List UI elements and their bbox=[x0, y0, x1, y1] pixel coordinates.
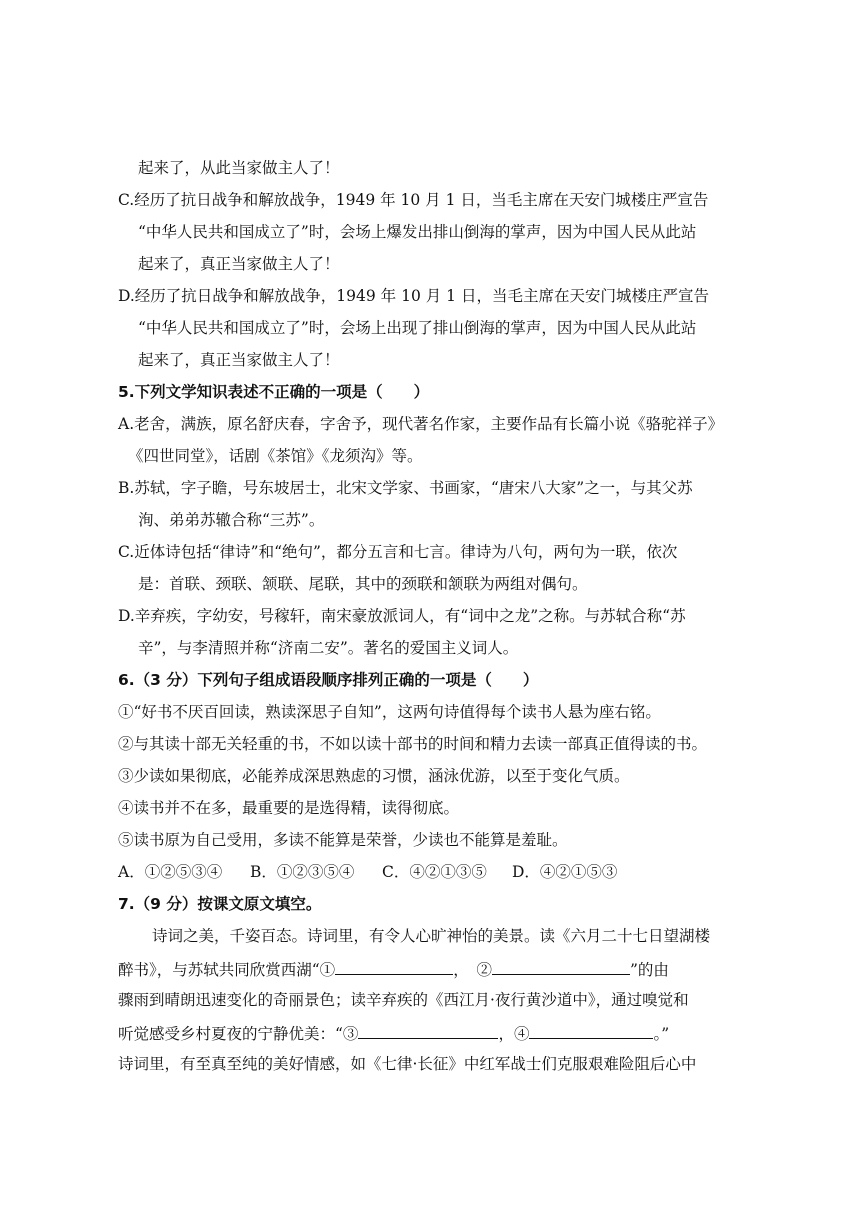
q7-line4-text-a: 听觉感受乡村夏夜的宁静优美：“③ bbox=[118, 1025, 359, 1043]
q7-line4-text-c: 。” bbox=[653, 1025, 670, 1043]
q7-line4-text-b: ，④ bbox=[498, 1025, 530, 1043]
q4-option-c-line1: C.经历了抗日战争和解放战争，1949 年 10 月 1 日，当毛主席在天安门城楼庄严宣告 bbox=[118, 191, 709, 209]
q5-option-b-line2: 洵、弟弟苏辙合称“三苏”。 bbox=[138, 511, 325, 529]
q4-option-c-line2: “中华人民共和国成立了”时，会场上爆发出排山倒海的掌声，因为中国人民从此站 bbox=[138, 223, 697, 241]
q7-line2-text-a: 醉书》，与苏轼共同欣赏西湖“① bbox=[118, 961, 336, 979]
q6-sentence-5: ⑤读书原为自己受用，多读不能算是荣誉，少读也不能算是羞耻。 bbox=[118, 831, 568, 849]
blank-4[interactable] bbox=[529, 1022, 653, 1039]
q4-option-d-line1: D.经历了抗日战争和解放战争，1949 年 10 月 1 日，当毛主席在天安门城楼庄严宣告 bbox=[118, 287, 709, 305]
q5-option-a-line2: 《四世同堂》，话剧《茶馆》《龙须沟》等。 bbox=[128, 447, 423, 465]
q6-stem: 6.（3 分）下列句子组成语段顺序排列正确的一项是（ ） bbox=[118, 671, 539, 689]
q5-option-d-line2: 辛”，与李清照并称“济南二安”。著名的爱国主义词人。 bbox=[138, 639, 519, 657]
q7-paragraph-line3: 骤雨到晴朗迅速变化的奇丽景色；读辛弃疾的《西江月·夜行黄沙道中》，通过嗅觉和 bbox=[118, 991, 689, 1009]
q5-option-b-line1: B.苏轼，字子瞻，号东坡居士，北宋文学家、书画家，“唐宋八大家”之一，与其父苏 bbox=[118, 479, 693, 497]
q4-option-c-line3: 起来了，真正当家做主人了！ bbox=[138, 255, 340, 273]
q6-option-c: C．④②①③⑤ bbox=[382, 863, 487, 881]
q7-paragraph-line2 bbox=[118, 958, 669, 980]
q6-option-d: D．④②①⑤③ bbox=[512, 863, 618, 881]
q5-stem: 5.下列文学知识表述不正确的一项是（ ） bbox=[118, 383, 430, 401]
q4-option-b-continuation: 起来了，从此当家做主人了！ bbox=[138, 159, 340, 177]
q6-sentence-3: ③少读如果彻底，必能养成深思熟虑的习惯，涵泳优游，以至于变化气质。 bbox=[118, 767, 630, 785]
q4-option-d-line2: “中华人民共和国成立了”时，会场上出现了排山倒海的掌声，因为中国人民从此站 bbox=[138, 319, 697, 337]
q7-line2-text-b: ， ② bbox=[453, 961, 492, 979]
q7-paragraph-line1: 诗词之美，千姿百态。诗词里，有令人心旷神怡的美景。读《六月二十七日望湖楼 bbox=[152, 927, 711, 945]
q7-stem: 7.（9 分）按课文原文填空。 bbox=[118, 895, 322, 913]
q7-paragraph-line5: 诗词里，有至真至纯的美好情感，如《七律·长征》中红军战士们克服艰难险阻后心中 bbox=[118, 1055, 697, 1073]
q6-option-b: B．①②③⑤④ bbox=[250, 863, 355, 881]
q6-option-a: A．①②⑤③④ bbox=[118, 863, 223, 881]
q5-option-d-line1: D.辛弃疾，字幼安，号稼轩，南宋豪放派词人，有“词中之龙”之称。与苏轼合称“苏 bbox=[118, 607, 686, 625]
q6-sentence-4: ④读书并不在多，最重要的是选得精，读得彻底。 bbox=[118, 799, 460, 817]
blank-3[interactable] bbox=[358, 1022, 498, 1039]
q6-sentence-2: ②与其读十部无关轻重的书，不如以读十部书的时间和精力去读一部真正值得读的书。 bbox=[118, 735, 708, 753]
q7-paragraph-line4 bbox=[118, 1022, 669, 1044]
q4-option-d-line3: 起来了，真正当家做主人了！ bbox=[138, 351, 340, 369]
q5-option-c-line2: 是：首联、颈联、颔联、尾联，其中的颈联和颔联为两组对偶句。 bbox=[138, 575, 588, 593]
q7-line2-text-c: ”的由 bbox=[629, 961, 669, 979]
q6-sentence-1: ①“好书不厌百回读，熟读深思子自知”，这两句诗值得每个读书人悬为座右铭。 bbox=[118, 703, 661, 721]
q5-option-c-line1: C.近体诗包括“律诗”和“绝句”，都分五言和七言。律诗为八句，两句为一联，依次 bbox=[118, 543, 678, 561]
blank-1[interactable] bbox=[335, 958, 453, 975]
blank-2[interactable] bbox=[492, 958, 630, 975]
q5-option-a-line1: A.老舍，满族，原名舒庆春，字舍予，现代著名作家，主要作品有长篇小说《骆驼祥子》 bbox=[118, 415, 724, 433]
